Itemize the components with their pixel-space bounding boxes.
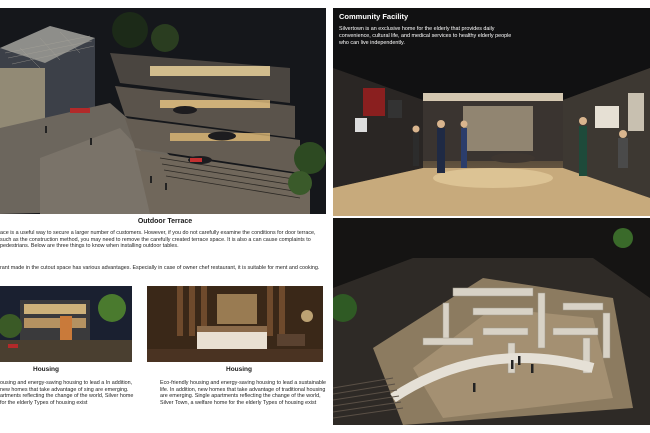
outdoor-terrace-title: Outdoor Terrace bbox=[137, 218, 193, 225]
housing-exterior-render bbox=[0, 286, 132, 362]
outdoor-terrace-render bbox=[0, 8, 326, 214]
community-facility-render bbox=[333, 8, 650, 216]
outdoor-terrace-paragraph-1: ace is a useful way to secure a larger number of customers. However, if you do not carefully examine the conditions for door terrace, such as the construction method, you may need to remove the carefully created terrace space. It is also a can cause complaints to pedestrians. Below are three things to know when installing outdoor tables. bbox=[0, 230, 316, 250]
housing-bedroom-graphic bbox=[147, 286, 323, 362]
terrace-render-graphic bbox=[0, 8, 326, 214]
housing-right-title: Housing bbox=[226, 366, 252, 373]
maze-render-graphic bbox=[333, 218, 650, 425]
housing-bedroom-render bbox=[147, 286, 323, 362]
housing-exterior-graphic bbox=[0, 286, 132, 362]
housing-right-description: Eco-friendly housing and energy-saving housing to lead a sustainable life. In addition, new homes that take advantage of traditional housing are emerging. Single apartments reflecting the change of the world, Silver Town, a welfare home for the elderly Types of housing exist bbox=[160, 380, 327, 406]
housing-left-title: Housing bbox=[33, 366, 59, 373]
outdoor-terrace-paragraph-2: rant made in the cutout space has various advantages. Especially in case of owner chef restaurant, it is suitable for ment and cooking. bbox=[0, 265, 320, 271]
interior-maze-render bbox=[333, 218, 650, 425]
community-facility-description: Silvertown is an exclusive home for the elderly that provides daily convenience, cultural life, and medical services to healthy elderly people who can live independently. bbox=[339, 26, 512, 46]
housing-left-description: ousing and energy-saving housing to lead a In addition, new homes that take advantage of sing are emerging. artments reflecting the change of the world, Silver home for the elderly Types of housing exist bbox=[0, 380, 134, 406]
community-facility-title: Community Facility bbox=[339, 12, 409, 21]
